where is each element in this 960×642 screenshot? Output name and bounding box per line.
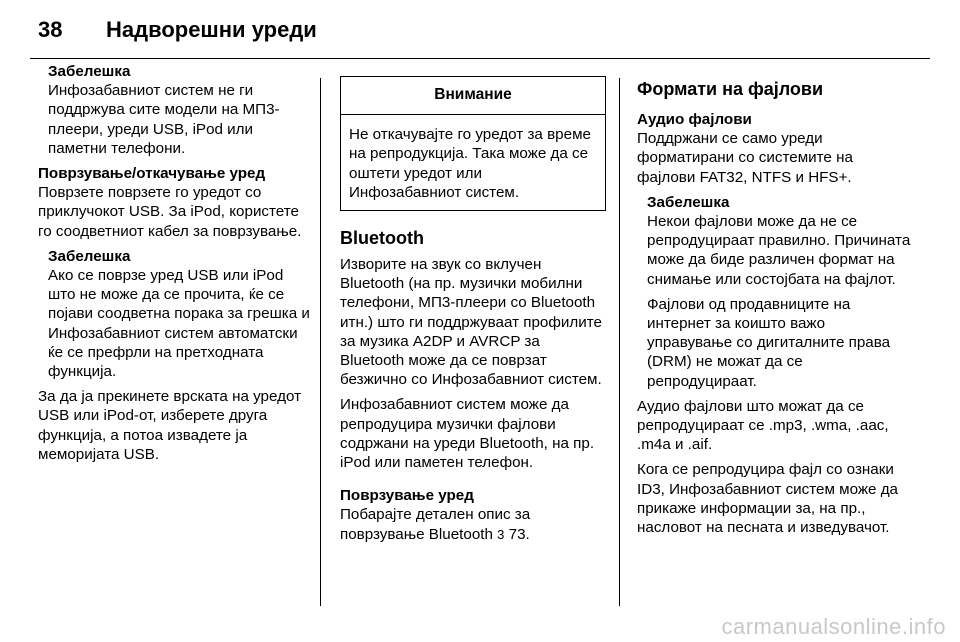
column-1 [38, 62, 314, 470]
paragraph-bluetooth-sources: Изворите на звук со вклучен Bluetooth (на пр. музички мобилни телефони, МП3-плеери со Bluetooth итн.) што ги поддржуваат профилите за музика A2DP и AVRCP за Bluetooth може да се поврзат безжично со Инфозабавниот систем. [340, 256, 602, 389]
page-ref[interactable]: 73. [508, 525, 530, 543]
page-title: Надворешни уреди [106, 17, 317, 42]
column-divider-2 [619, 78, 620, 606]
watermark: carmanualsonline.info [721, 614, 946, 639]
column-3 [637, 62, 912, 543]
paragraph-extensions: Аудио фајлови што можат да се репродуцираат се .mp3, .wma, .aac, .m4a и .aif. [637, 397, 889, 454]
note-playback [647, 193, 912, 391]
paragraph-bluetooth-playback: Инфозабавниот систем може да репродуцира музички фајлови содржани на уреди Bluetooth, на пр. iPod или паметен телефон. [340, 396, 595, 472]
header-rule [30, 58, 930, 59]
section-title-connect: Поврзување/откачување уред [38, 165, 266, 183]
section-text-connect: Поврзете поврзете го уредот со приклучокот USB. За iPod, користете го соодветниот кабел за поврзување. [38, 184, 302, 240]
note-title: Забелешка [48, 247, 131, 265]
section-title-bluetooth: Bluetooth [340, 228, 424, 249]
paragraph-id3: Кога се репродуцира фајл со ознаки ID3, Инфозабавниот систем може да прикаже информации за, на пр., насловот на песната и изведувачот. [637, 461, 898, 537]
note-text: Некои фајлови може да не се репродуцираат правилно. Причината може да биде различен формат на снимање или состојбата на фајлот. [647, 213, 911, 288]
warning-title: Внимание [341, 77, 605, 115]
column-2 [340, 62, 606, 550]
page-header [38, 14, 317, 46]
section-title-file-formats: Формати на фајлови [637, 79, 824, 99]
subsection-title-audio: Аудио фајлови [637, 111, 752, 128]
page-ref-arrow-icon: 3 [497, 526, 505, 542]
note-text: Ако се поврзе уред USB или iPod што не може да се прочита, ќе се појави соодветна порака за грешка и Инфозабавниот систем автоматски ќе се префрли на претходната функција. [48, 267, 310, 381]
paragraph-audio-fs: Поддржани се само уреди форматирани со системите на фајлови FAT32, NTFS и HFS+. [637, 130, 853, 186]
note-text-drm: Фајлови од продавниците на интернет за коишто важо управување со дигиталните права (DRM) не можат да се репродуцираат. [647, 295, 891, 390]
note-usb-support [48, 62, 314, 158]
note-text: Инфозабавниот систем не ги поддржува сите модели на МП3-плеери, уреди USB, iPod или паметни телефони. [48, 82, 280, 157]
note-unreadable-device [48, 247, 314, 381]
note-title: Забелешка [48, 63, 131, 80]
note-title: Забелешка [647, 193, 730, 211]
column-divider-1 [320, 78, 321, 606]
connect-text: Побарајте детален опис за поврзување Bluetooth [340, 506, 531, 543]
page-number: 38 [38, 17, 63, 42]
paragraph-connect-device [340, 505, 606, 543]
section-title-connect-device: Поврзување уред [340, 487, 474, 505]
warning-box [340, 76, 606, 211]
warning-text: Не откачувајте го уредот за време на репродукција. Така може да се оштети уредот или Инфозабавниот систем. [349, 126, 591, 201]
paragraph-disconnect: За да ја прекинете врската на уредот USB или iPod-от, изберете друга функција, а потоа извадете ја меморијата USB. [38, 388, 302, 463]
